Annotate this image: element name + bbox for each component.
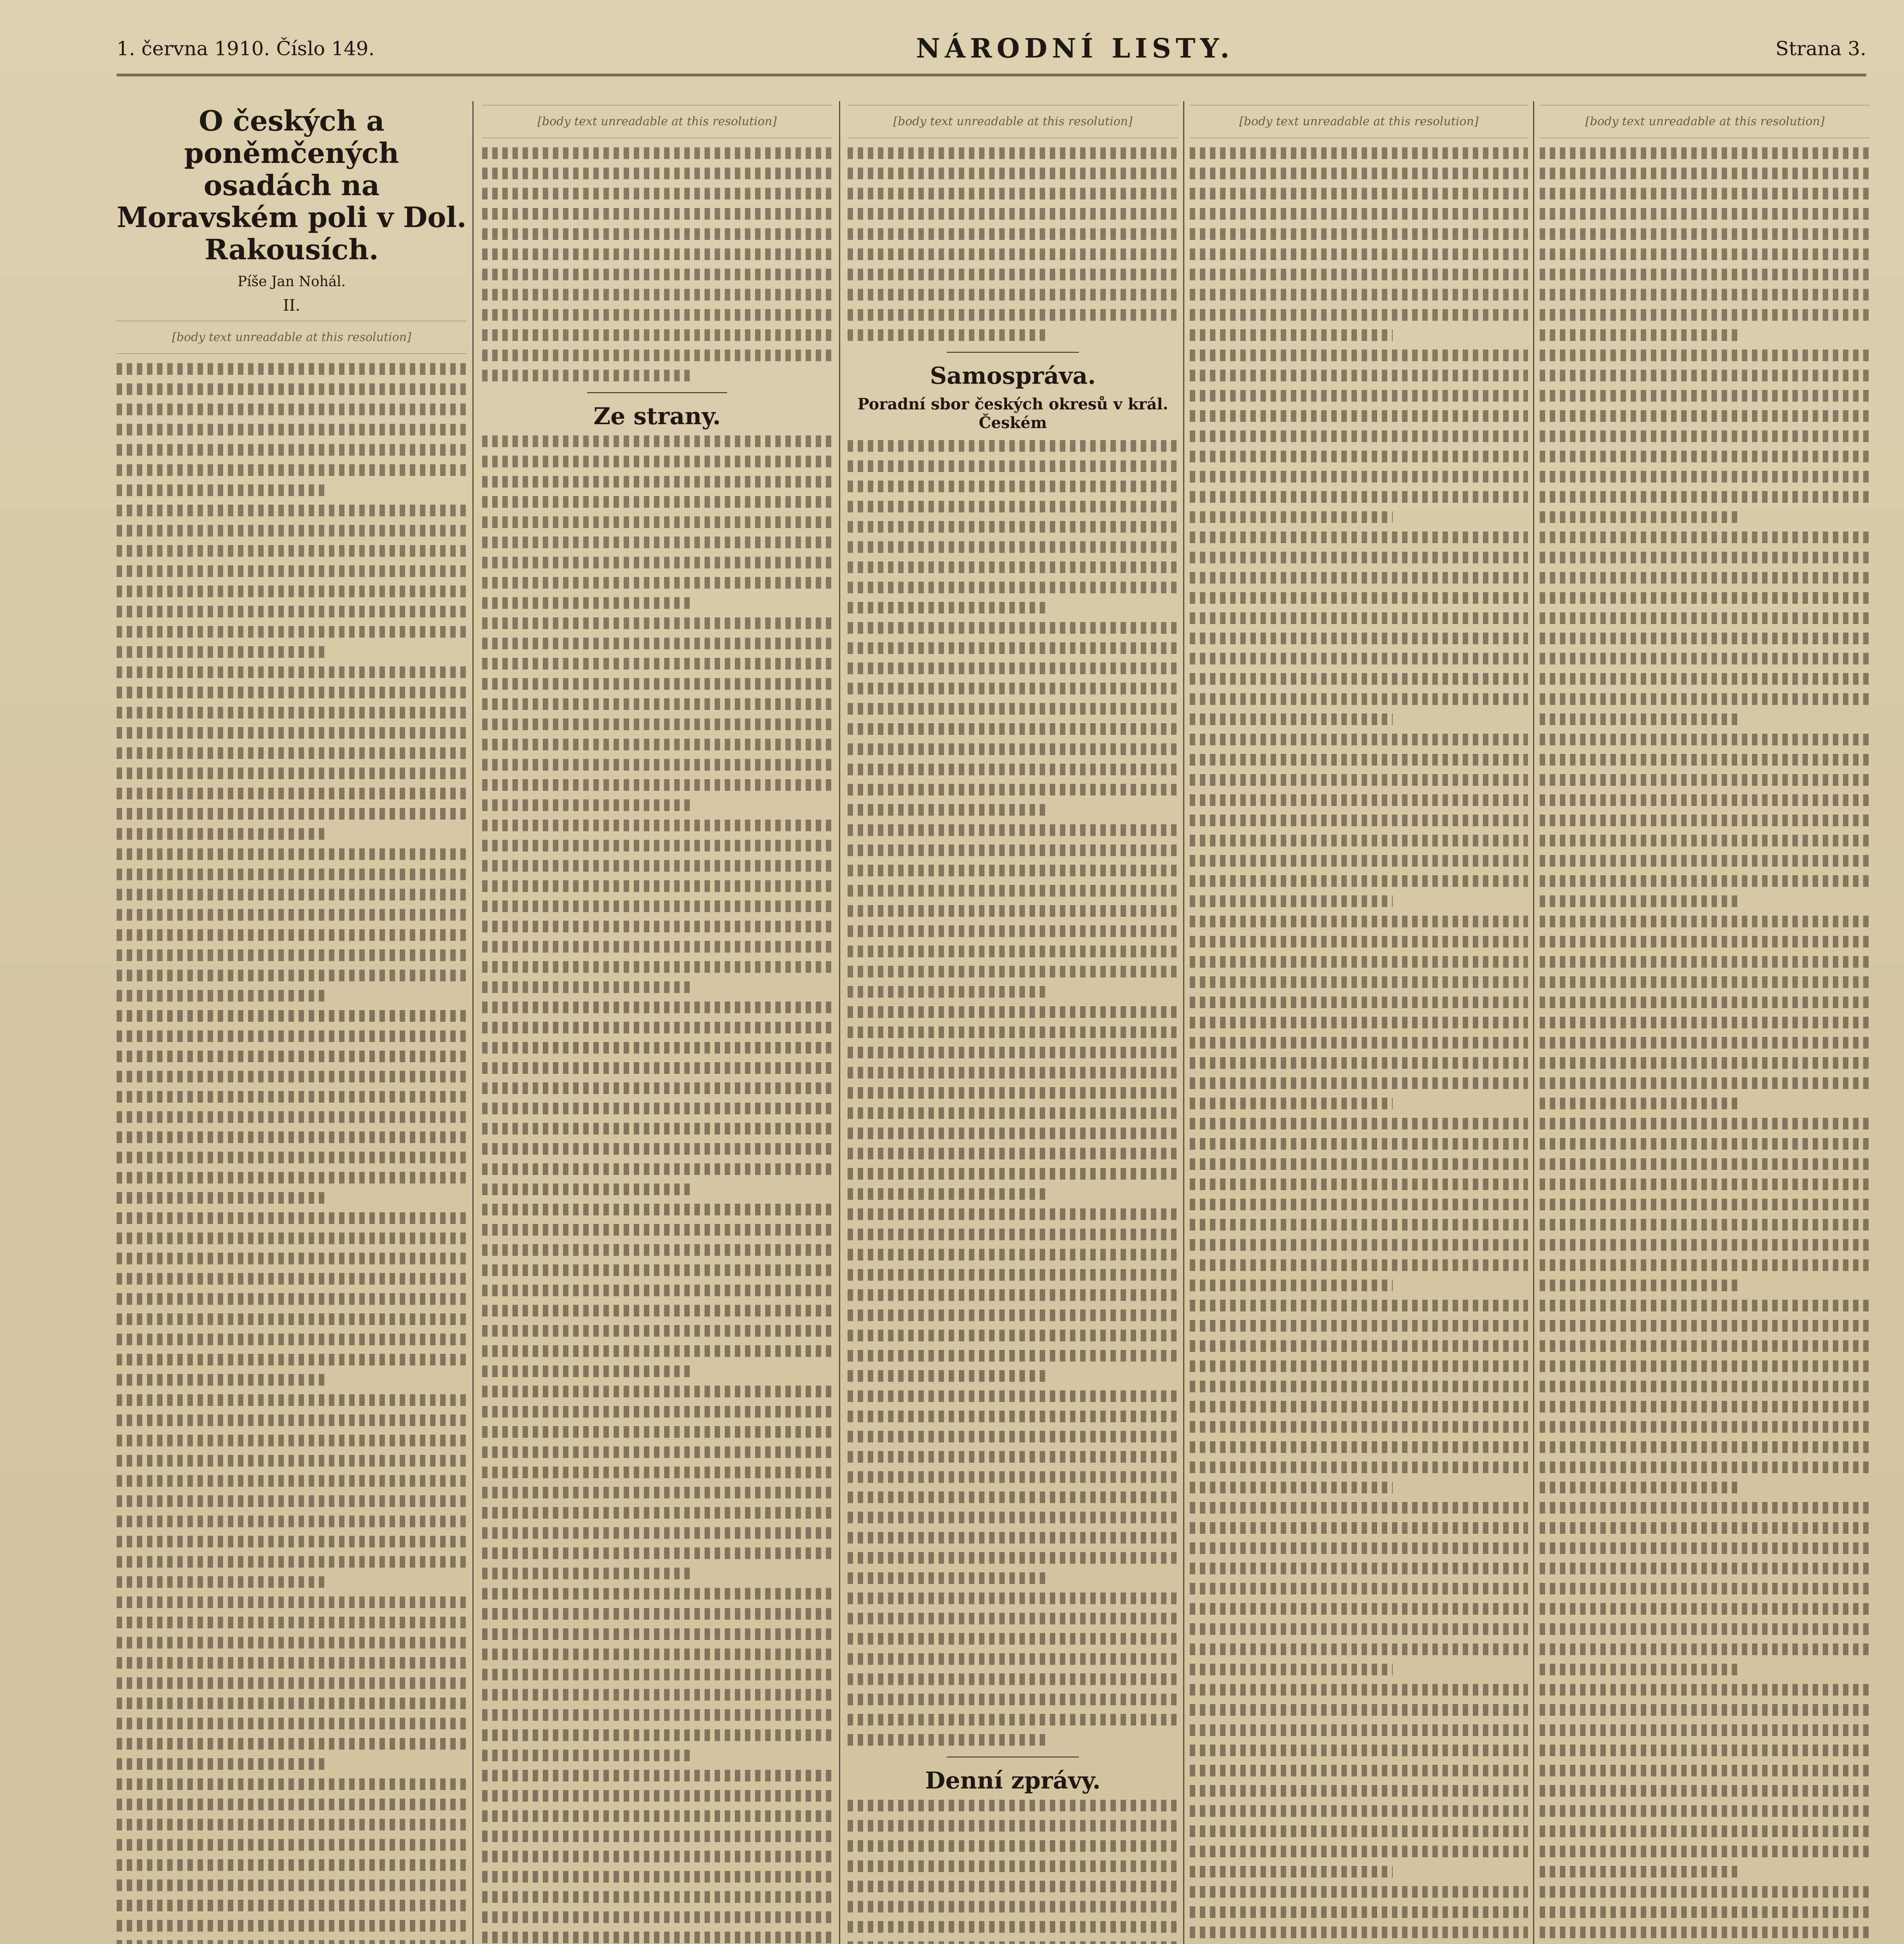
column-rule [1533, 101, 1534, 1944]
section-subtitle: Poradní sbor českých okresů v král. Českém [857, 395, 1168, 432]
text-placeholder [848, 1800, 1178, 1944]
column-rule [839, 101, 840, 1944]
column-4 [1190, 101, 1528, 1944]
newspaper-title: NÁRODNÍ LISTY. [916, 33, 1234, 64]
unreadable-text-note: [body text unreadable at this resolution] [1190, 105, 1528, 138]
text-placeholder [1190, 147, 1528, 1944]
column-5 [1540, 101, 1870, 1944]
text-placeholder [117, 363, 467, 1944]
masthead [117, 23, 1866, 76]
column-rule [472, 101, 474, 1944]
column-3 [848, 101, 1178, 1944]
separator [587, 392, 727, 393]
section-title: Denní zprávy. [925, 1767, 1101, 1794]
text-placeholder [848, 440, 1178, 1746]
unreadable-text-note: [body text unreadable at this resolution] [482, 105, 832, 138]
article-title: O českých a poněmčených osadách na Moravském poli v Dol. Rakousích. [117, 104, 467, 266]
text-placeholder [482, 435, 832, 1944]
unreadable-text-note: [body text unreadable at this resolution] [848, 105, 1178, 138]
section-title: Ze strany. [593, 403, 721, 430]
text-placeholder [482, 147, 832, 381]
column-2 [482, 101, 832, 1944]
issue-date: 1. června 1910. Číslo 149. [117, 37, 375, 60]
article-byline: Píše Jan Nohál. [237, 273, 346, 290]
unreadable-text-note: [body text unreadable at this resolution] [117, 321, 467, 354]
text-placeholder [1540, 147, 1870, 1944]
article-section: II. [283, 296, 301, 315]
column-rule [1183, 101, 1184, 1944]
section-title: Samospráva. [930, 362, 1096, 390]
page-number: Strana 3. [1775, 37, 1866, 60]
separator [947, 352, 1079, 353]
text-placeholder [848, 147, 1178, 341]
unreadable-text-note: [body text unreadable at this resolution] [1540, 105, 1870, 138]
column-1 [117, 101, 467, 1944]
